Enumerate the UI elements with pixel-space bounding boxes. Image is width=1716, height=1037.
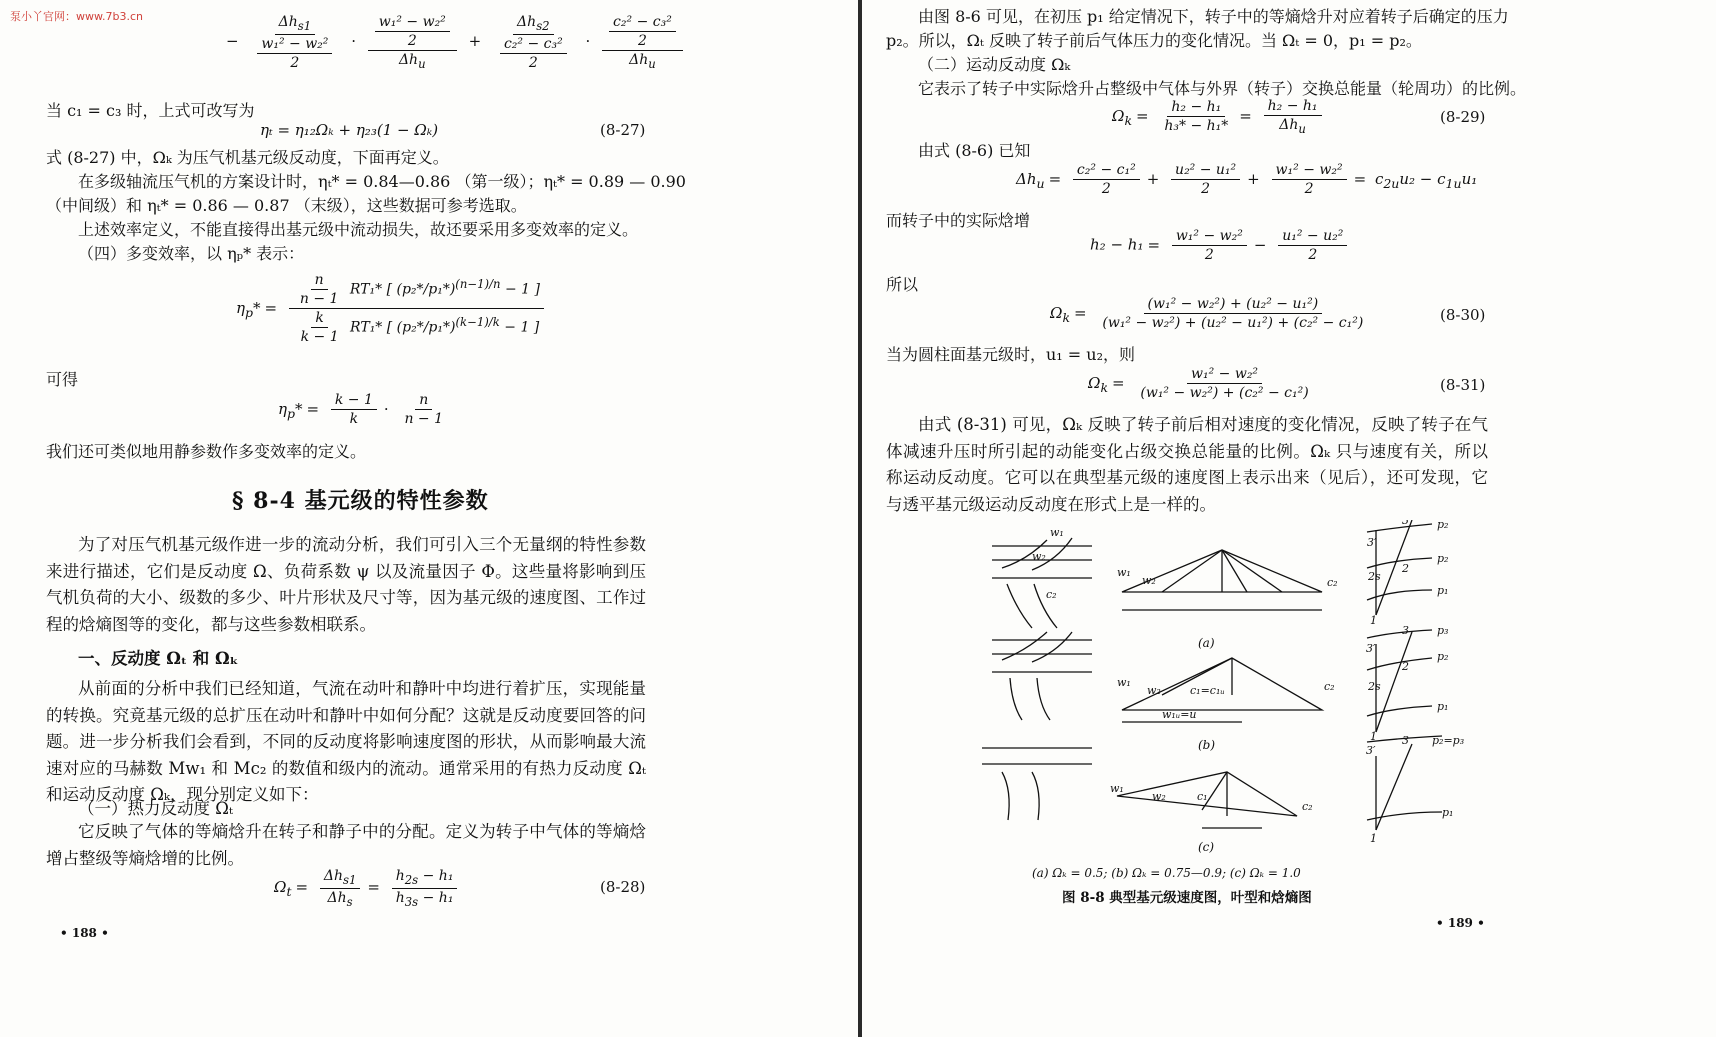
svg-text:p₁: p₁ [1442,806,1454,819]
svg-text:1: 1 [1370,832,1377,845]
subheading: （二）运动反动度 Ωₖ [918,55,1071,74]
svg-text:p₃: p₃ [1437,624,1449,637]
equation-8-28: $\Omega_t$ = $\frac{\Delta h_{s1}}{\Delta h_s}$ = $\frac{h_{2s} - h_1}{h_{3s} - h_1}$ [274,868,460,909]
svg-text:p₂: p₂ [1437,520,1449,531]
svg-text:w₂: w₂ [1142,574,1156,587]
svg-text:p₁: p₁ [1437,700,1449,713]
equation-delta-hu: $\Delta h_u$ = $\frac{\text{c₂² − c₁²}}{2}$ + $\frac{\text{u₂² − u₁²}}{2}$ + $\frac{\text{w₁² − w₂²}}{2}$ = $c_{2u}u_2 - c_{1u}u_1$ [1016,162,1478,197]
svg-text:3: 3 [1402,734,1409,747]
svg-text:2s: 2s [1368,570,1381,583]
svg-text:w₂: w₂ [1152,790,1166,803]
svg-text:p₂: p₂ [1437,650,1449,663]
svg-text:3′: 3′ [1367,536,1377,549]
svg-text:2: 2 [1402,562,1409,575]
svg-text:c₁=c₁ᵤ: c₁=c₁ᵤ [1190,684,1225,697]
svg-text:c₂: c₂ [1302,800,1313,813]
svg-text:w₁ᵤ=u: w₁ᵤ=u [1162,708,1197,721]
text-line: 可得 [46,370,79,389]
text-line: 上述效率定义，不能直接得出基元级中流动损失，故还要采用多变效率的定义。 [78,220,639,239]
figure-subcaption: (a) Ωₖ = 0.5; (b) Ωₖ = 0.75—0.9; (c) Ωₖ = 1.0 [1032,866,1301,880]
equation-8-31: $\Omega_k$ = $\frac{\text{w₁² − w₂²}}{\text{(w₁² − w₂²) + (c₂² − c₁²)}}$ [1088,366,1309,401]
text-line: 而转子中的实际焓增 [886,211,1031,230]
svg-text:c₂: c₂ [1046,588,1057,601]
svg-text:3′: 3′ [1366,642,1376,655]
text-line: 所以 [886,275,919,294]
equation-poly-efficiency: $\eta_p*$ = $\frac{n}{n - 1}$ RT₁* [ $(p_2*/p_1*)^{(n-1)/n} - 1$ ] $\frac{k}{k - 1}$ RT₁* [ $(p_2*/p_1*)^{(k-1)/k} - 1$ ] [236,272,547,345]
svg-text:c₁: c₁ [1197,790,1208,803]
svg-text:w₁: w₁ [1050,526,1064,539]
svg-text:w₁: w₁ [1110,782,1124,795]
figure-label-a: (a) [1198,636,1215,650]
svg-text:w₁: w₁ [1117,566,1131,579]
equation-number: (8-30) [1440,306,1486,324]
equation-number: (8-28) [600,878,646,896]
svg-text:p₂: p₂ [1437,552,1449,565]
equation-poly-result: $\eta_p*$ = $\frac{k - 1}{k}$ · $\frac{n}{n - 1}$ [278,392,444,427]
equation-8-30: $\Omega_k$ = $\frac{\text{(w₁² − w₂²) + (u₂² − u₁²)}}{\text{(w₁² − w₂²) + (u₂² − u₁²) + (c₂² − c₁²)}}$ [1050,296,1364,331]
svg-text:1: 1 [1370,730,1377,743]
text-line: 式 (8-27) 中，Ωₖ 为压气机基元级反动度，下面再定义。 [46,148,449,167]
text-line: 在多级轴流压气机的方案设计时，ηₜ* = 0.84—0.86 （第一级）；ηₜ* = 0.89 — 0.90 [78,172,686,191]
svg-text:w₂: w₂ [1032,550,1046,563]
figure-label-b: (b) [1198,738,1216,752]
svg-text:c₂: c₂ [1327,576,1338,589]
text-line: 它表示了转子中实际焓升占整级中气体与外界（转子）交换总能量（轮周功）的比例。 [918,79,1527,98]
section-title: § 8-4 基元级的特性参数 [232,488,489,514]
right-page [862,0,1716,1037]
equation-number: (8-29) [1440,108,1486,126]
svg-text:c₂: c₂ [1324,680,1335,693]
watermark: 泵小丫官网：www.7b3.cn [10,10,143,23]
paragraph: 由式 (8-31) 可见，Ωₖ 反映了转子前后相对速度的变化情况，反映了转子在气体减速升压时所引起的动能变化占级交换总能量的比例。Ωₖ 只与速度有关，所以称运动反动度。它可以在典型基元级的速度图上表示出来（见后），还可发现，它与透平基元级运动反动度在形式上是一样的。 [886,415,1488,514]
svg-text:p₂=p₃: p₂=p₃ [1432,734,1465,747]
figure-drawing [972,520,1502,860]
text-line: 我们还可类似地用静参数作多变效率的定义。 [46,442,367,461]
svg-text:3: 3 [1402,624,1409,637]
text-line: p₂。所以，Ωₜ 反映了转子前后气体压力的变化情况。当 Ωₜ = 0，p₁ = p₂。 [886,31,1422,50]
text-line: （四）多变效率，以 ηₚ* 表示： [78,244,305,263]
paragraph: 从前面的分析中我们已经知道，气流在动叶和静叶中均进行着扩压，实现能量的转换。究竟基元级的总扩压在动叶和静叶中如何分配？这就是反动度要回答的问题。进一步分析我们会看到，不同的反动度将影响速度图的形状，从而影响最大流速对应的马赫数 Mw₁ 和 Mc₂ 的数值和级内的流动。通常采用的有热力反动度 Ωₜ 和运动反动度 Ωₖ，现分别定义如下： [46,679,646,804]
svg-text:2s: 2s [1368,680,1381,693]
svg-text:p₁: p₁ [1437,584,1449,597]
svg-text:w₁: w₁ [1117,676,1131,689]
subheading: 一、反动度 Ωₜ 和 Ωₖ [78,649,239,668]
figure-label-c: (c) [1198,840,1215,854]
subheading: （一）热力反动度 Ωₜ [78,799,233,818]
text-line: 当为圆柱面基元级时，u₁ = u₂，则 [886,345,1136,364]
paragraph: 它反映了气体的等熵焓升在转子和静子中的分配。定义为转子中气体的等熵焓增占整级等熵焓增的比例。 [46,822,646,868]
equation-top: − $\frac{\Delta h_{s1}}{\frac{\text{w₁² − w₂²}}{2}}$ · $\frac{\frac{\text{w₁² − w₂²}}{2}}{\Delta h_u}$ + $\frac{\Delta h_{s2}}{\frac{\text{c₂² − c₃²}}{2}}$ · $\frac{\frac{\text{c₂² − c₃²}}{2}}{\Delta h_u}$ [222,14,686,71]
equation-h2-h1: h₂ − h₁ = $\frac{\text{w₁² − w₂²}}{2}$ − $\frac{\text{u₁² − u₂²}}{2}$ [1090,228,1350,263]
text-line: 由图 8-6 可见，在初压 p₁ 给定情况下，转子中的等熵焓升对应着转子后确定的压力 [918,7,1509,26]
figure-8-8 [972,520,1502,860]
page-number: • 188 • [60,926,109,940]
svg-text:2: 2 [1402,660,1409,673]
equation-number: (8-31) [1440,376,1486,394]
text-line: 由式 (8-6) 已知 [918,141,1031,160]
figure-caption: 图 8-8 典型基元级速度图，叶型和焓熵图 [1062,890,1312,906]
text-line: （中间级）和 ηₜ* = 0.86 — 0.87 （末级），这些数据可参考选取。 [46,196,527,215]
equation-8-27: ηₜ = η₁₂Ωₖ + η₂₃(1 − Ωₖ) [260,121,439,139]
svg-text:3′: 3′ [1366,744,1376,757]
equation-number: (8-27) [600,121,646,139]
text-line: 当 c₁ = c₃ 时，上式可改写为 [46,101,255,120]
paragraph: 为了对压气机基元级作进一步的流动分析，我们可引入三个无量纲的特性参数来进行描述，它们是反动度 Ω、负荷系数 ψ 以及流量因子 Φ。这些量将影响到压气机负荷的大小、级数的多少、叶片形状及尺寸等，因为基元级的速度图、工作过程的焓熵图等的变化，都与这些参数相联系。 [46,535,646,634]
svg-text:3: 3 [1402,520,1409,527]
equation-8-29: $\Omega_k$ = $\frac{\text{h₂ − h₁}}{\text{h₃* − h₁*}}$ = $\frac{\text{h₂ − h₁}}{\Delta h_u}$ [1112,98,1325,136]
svg-text:w₂: w₂ [1147,684,1161,697]
svg-text:1: 1 [1370,614,1377,627]
page-number: • 189 • [1436,916,1485,930]
